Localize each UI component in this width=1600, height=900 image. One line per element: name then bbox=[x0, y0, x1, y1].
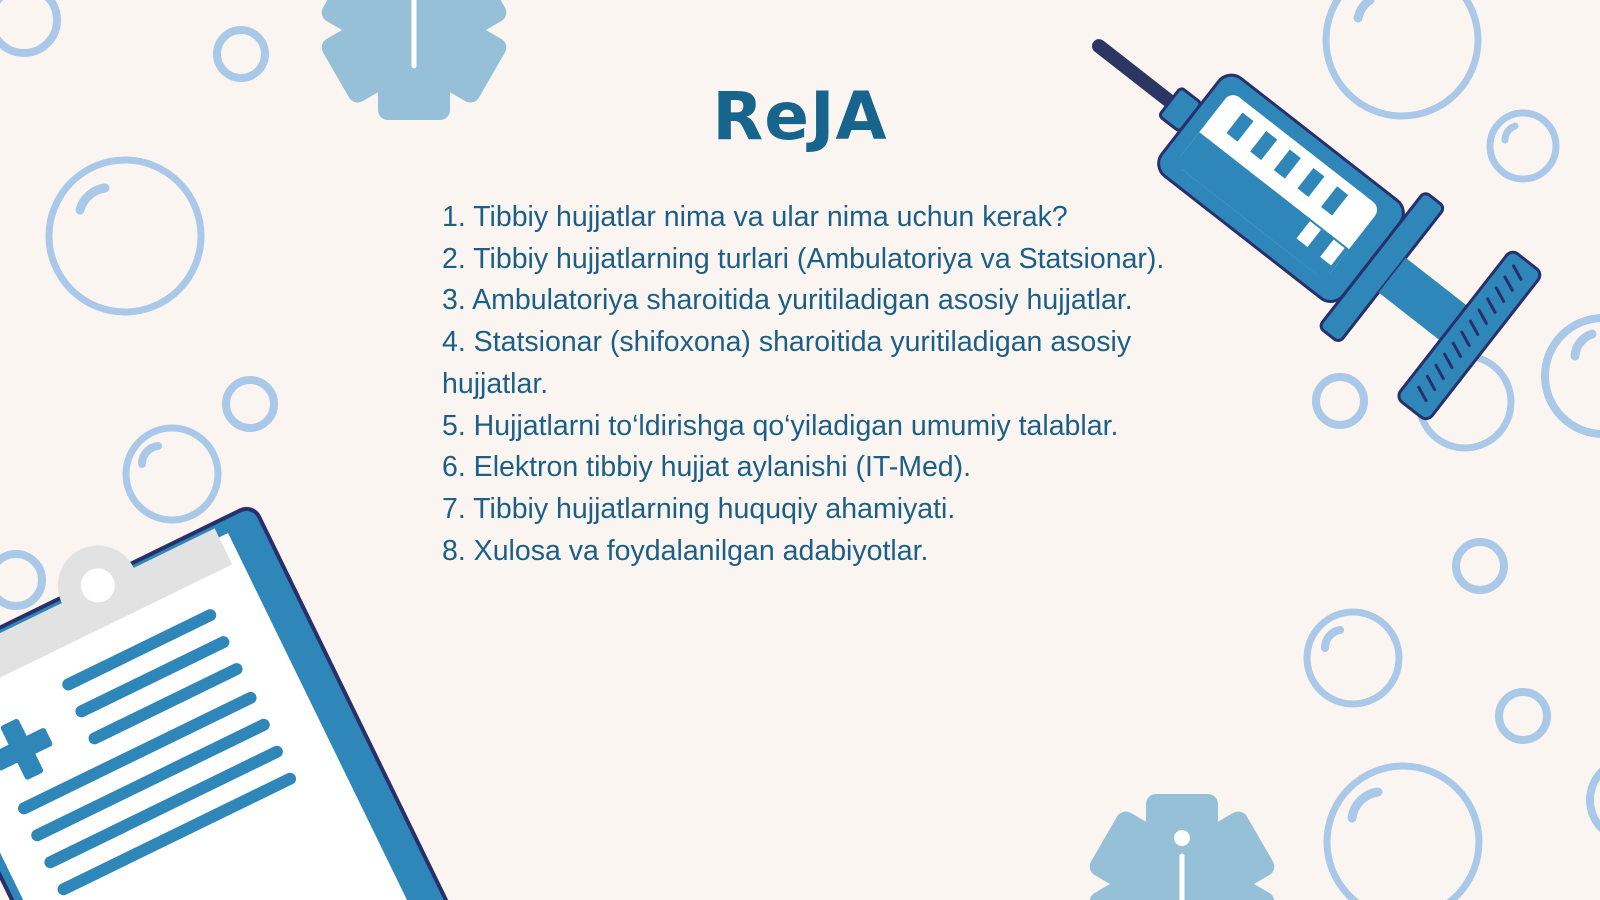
list-item: 4. Statsionar (shifoxona) sharoitida yuritiladigan asosiy hujjatlar. bbox=[442, 326, 1132, 400]
bubble-icon bbox=[126, 428, 218, 520]
list-item: 8. Xulosa va foydalanilgan adabiyotlar. bbox=[442, 534, 929, 567]
plan-list bbox=[442, 197, 1182, 572]
bubble-icon bbox=[1590, 760, 1600, 840]
list-item: 3. Ambulatoriya sharoitida yuritiladigan asosiy hujjatlar. bbox=[442, 284, 1133, 317]
bubble-icon bbox=[0, 0, 57, 53]
star-of-life-icon bbox=[1086, 794, 1278, 900]
bubble-icon bbox=[1307, 612, 1399, 704]
bubble-icon bbox=[1545, 318, 1600, 434]
bubble-icon bbox=[1316, 377, 1364, 425]
list-item: 1. Tibbiy hujjatlar nima va ular nima uchun kerak? bbox=[442, 201, 1068, 233]
list-item: 6. Elektron tibbiy hujjat aylanishi (IT-Med). bbox=[442, 451, 972, 484]
bubble-icon bbox=[217, 30, 265, 78]
page-title: ReJA bbox=[712, 78, 888, 155]
bubble-icon bbox=[1499, 692, 1547, 740]
list-item: 5. Hujjatlarni to‘ldirishga qo‘yiladigan umumiy talablar. bbox=[442, 409, 1119, 442]
bubble-icon bbox=[1327, 766, 1479, 900]
bubble-icon bbox=[226, 380, 274, 428]
bubble-icon bbox=[0, 554, 42, 606]
bubble-icon bbox=[1456, 542, 1504, 590]
bubble-icon bbox=[49, 160, 201, 312]
list-item: 7. Tibbiy hujjatlarning huquqiy ahamiyati. bbox=[442, 492, 956, 525]
clipboard-icon bbox=[0, 473, 455, 900]
list-item: 2. Tibbiy hujjatlarning turlari (Ambulatoriya va Statsionar). bbox=[442, 242, 1165, 275]
